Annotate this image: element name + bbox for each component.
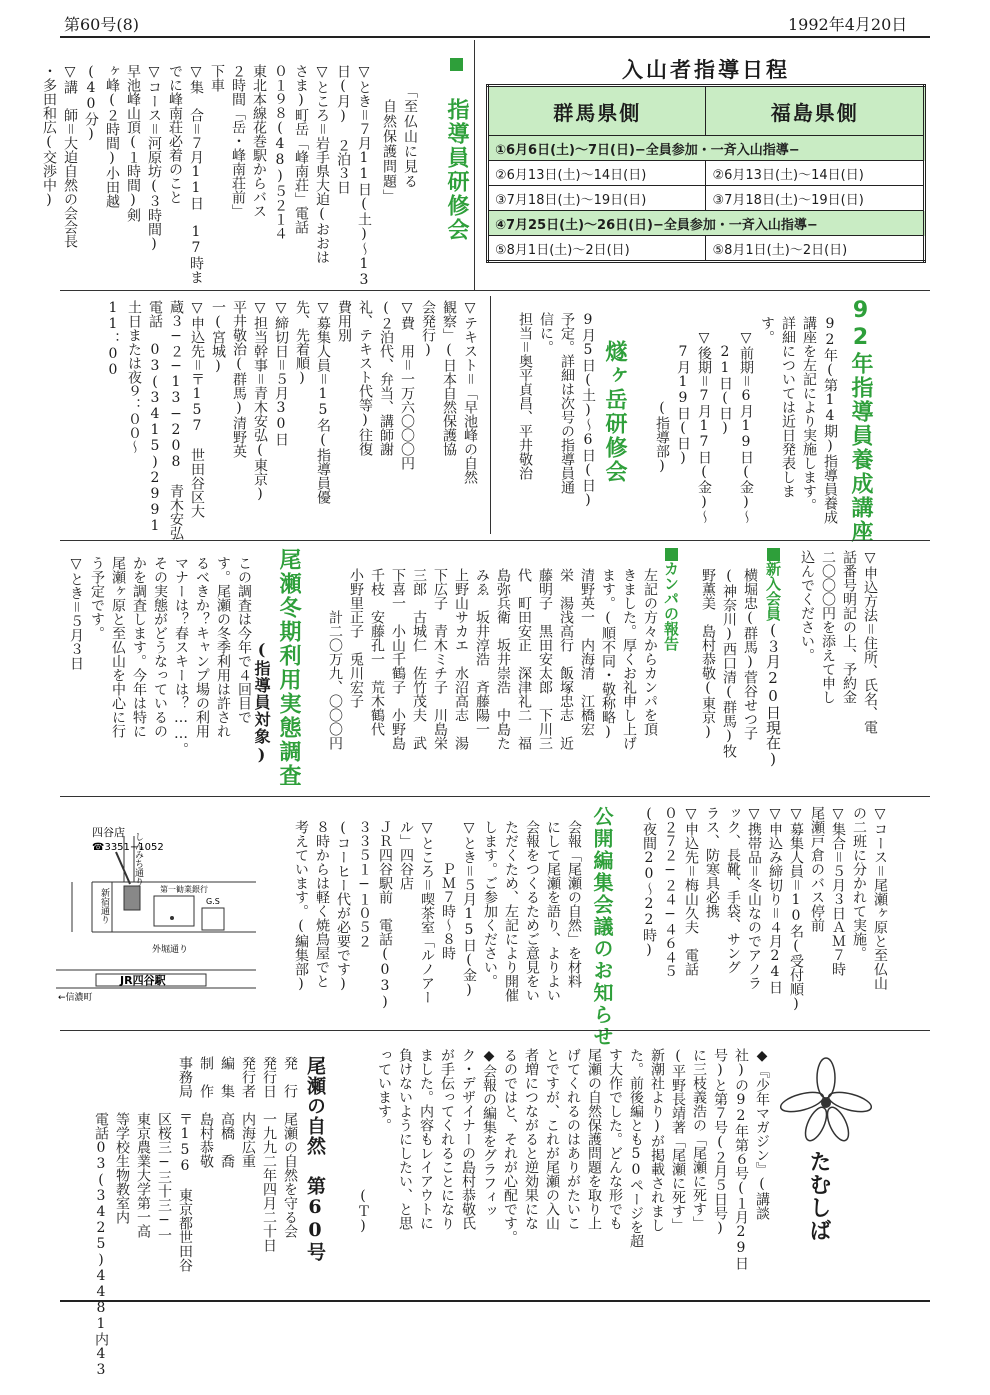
bottom-rule bbox=[60, 1300, 930, 1302]
green-square-icon bbox=[665, 548, 678, 561]
schedule-row-2-left: ②6月13日(土)〜14日(日) bbox=[488, 161, 706, 186]
map-left: ←信濃町 bbox=[58, 993, 93, 1003]
schedule-row-1: ①6月6日(土)〜7日(日)−全員参加・一斉入山指導− bbox=[488, 136, 925, 161]
schedule-row-5-right: ⑤8月1日(土)〜2日(日) bbox=[706, 236, 925, 262]
gunma-header: 群馬県側 bbox=[488, 86, 706, 136]
schedule-row-5-left: ⑤8月1日(土)〜2日(日) bbox=[488, 236, 706, 262]
hiuchi-body: 9月5日(土)〜6日(日) 予定。詳細は次号の指導員通 信に。 担当＝奥平貞昌、平井敬治 bbox=[517, 312, 596, 508]
arrow-icon bbox=[116, 852, 130, 884]
survey-body: この調査は今年で４回目で す。尾瀬の冬季利用は許され るべきか？キャンプ場の利用 マナーは？春スキーは？……。 その実態がどうなっているの かを調査します。今年は特に 尾瀬ヶ原と至仏山を中心に行 う予定です。 ▽とき＝５月３日 bbox=[68, 556, 252, 756]
leader-training-title: 指導員研修会 bbox=[442, 58, 470, 258]
tamushiba-flower-icon bbox=[776, 1058, 876, 1148]
leader-training-body: ▽とき＝７月11日(土)〜13 日(月) ２泊３日 ▽ところ＝岩手県大迫(おおは さま)町岳「峰南荘」電話 ０１９８(48)５２１４ 東北本線花巻駅からバス ２時間「岳・峰南荘前」 下車 ▽集 合＝７月11日 17時ま でに峰南荘必着のこと ▽コース＝河原坊(３時間) 早池峰山頂(１時間)剣 ヶ峰(２時間)小田越 (40分) ▽講 師＝大迫自然の会会長 ・多田和広(交渉中) bbox=[41, 64, 372, 288]
map-street1: しんみち通り bbox=[133, 832, 143, 886]
schedule-row-4: ④7月25日(土)〜26日(日)−全員参加・一斉入山指導− bbox=[488, 211, 925, 236]
colophon-body: 発 行 尾瀬の自然を守る会 発行日 一九九二年四月二十日 発行者 内海広重 編 集 高橋 喬 制 作 島村恭敬 事務局 〒156 東京都世田谷 区桜三−三十三−一 東京農業大学第一高 等学校生物教室内 電話03(3425)4481内43 bbox=[93, 1056, 298, 1378]
new-members-title: 新入会員(３月20日現在) bbox=[762, 548, 783, 748]
map-store: 四谷店 bbox=[92, 826, 125, 839]
schedule-title: 入山者指導日程 bbox=[622, 57, 790, 82]
green-square-icon bbox=[450, 58, 463, 71]
survey-sub: (指導員対象) bbox=[252, 640, 271, 765]
row2-rule bbox=[60, 540, 930, 541]
bank-block bbox=[154, 896, 194, 926]
schedule-row-2-right: ②6月13日(土)〜14日(日) bbox=[706, 161, 925, 186]
tamushiba-body: ◆『少年マガジン』(講談 社)の92年第６号(１月29日 号)と第７号(２月５日号) に三枝義浩の「尾瀬に死す」 (平野長靖著「尾瀬に死す」 新潮社より)が掲載されまし た。前後編とも50ページを超 す大作でした。どんな形でも 尾瀬の自然保護問題を取り上 げてくれるのはありがたいこ とですが、これが尾瀬の入山 者増につながると逆効果にな るのではと、それが心配です。 ◆会報の編集をグラフィッ ク・デザイナーの島村恭敬氏 が手伝ってくれることになり ました。内容もレイアウトに 負けないようにしたい、と思 っています。 (Ｔ) bbox=[355, 1048, 770, 1270]
bank-dot bbox=[170, 916, 174, 920]
row1-divider bbox=[474, 40, 475, 290]
gs-block bbox=[202, 908, 224, 930]
editing-meeting-title: 公開編集会議のお知らせ bbox=[590, 806, 614, 1048]
map-street3: 外堀通り bbox=[152, 945, 189, 955]
course-info-body: ▽コース＝尾瀬ヶ原と至仏山 の二班に分かれて実施。 ▽集合＝５月３日ＡＭ７時 尾瀬戸倉のバス停前 ▽募集人員＝10名(受付順) ▽申込み締切り＝４月24日 ▽携帯品＝冬山なのでアノラ ック、長靴、手袋、サング ラス、防寒具必携 ▽申込先＝梅山久夫 電話 ０２７２−２４−４６４５ (夜間20〜22時) bbox=[641, 806, 888, 1012]
new-members-body: 横堀忠(群馬)菅谷せつ子 (神奈川)西口清(群馬)牧 野薫美 島村恭敬(東京) bbox=[700, 568, 758, 758]
leader-training-theme: 「至仏山に見る 自然保護問題」 bbox=[381, 84, 418, 204]
issue-number: 第60号(8) bbox=[64, 15, 140, 34]
course-details-body: ▽テキスト＝「早池峰の自然 観察」(日本自然保護協 会発行) ▽費 用＝一万六〇〇〇円 (２泊代、弁当、講師謝 礼、テキスト代等)往復 費用別 ▽募集人員＝15名(指導員優 先、先着順) ▽締切日＝５月30日 ▽担当幹事＝青木安弘(東京) 平井敬治(群馬)清野英 一(宮城) ▽申込先＝〒157 世田谷区大 蔵３−２−13−208 青木安弘 電話 03(3415)2991 土日または夜９：００〜 11：00 bbox=[105, 300, 478, 540]
colophon-title: 尾瀬の自然 第60号 bbox=[304, 1056, 326, 1262]
kanpa-title: カンパの報告 bbox=[660, 548, 681, 748]
map-tel: ☎3351−1052 bbox=[92, 842, 164, 853]
editing-meeting-body: 会報「尾瀬の自然」を材料 にして尾瀬を語り、よりよい 会報をつくるためご意見をい ただくため、左記により開催 します。ご参加ください。 ▽とき＝５月15日(金) ＰＭ７時〜８時 ▽ところ＝喫茶室「ルノアー ル」四谷店 ＪＲ四谷駅前 電話(03) ３３５１−１０５２ (コーヒー代が必要です) ８時からは軽く焼鳥屋でと 考えています。(編集部) bbox=[293, 820, 582, 1010]
map-gs: G.S bbox=[206, 897, 220, 906]
schedule-row-3-right: ③7月18日(土)〜19日(日) bbox=[706, 186, 925, 211]
map-bank: 第一勧業銀行 bbox=[160, 885, 208, 894]
store-marker bbox=[124, 886, 140, 910]
top-rule bbox=[60, 36, 930, 38]
kanpa-body: 左記の方々からカンパを頂 きました。厚くお礼申し上げ ます。(順不同・敬称略) 清野英一 内海清 江橋宏 栄 湯浅高行 飯塚忠志 近 藤明子 黒田安太郎 下川三 代 町田安正 深津礼二 福 島弥兵衛 坂井崇浩 中島た みゑ 坂井淳浩 斉藤陽一 上野山サカエ 水沼高志 湯 下広子 青木ミチ子 川島栄 三郎 古城仁 佐竹茂夫 武 下喜一 小山千鶴子 小野島 千枝 安藤孔一 荒木鶴代 小野里正子 兎川宏子 計二〇万九、〇〇〇円 bbox=[327, 568, 658, 750]
map-street2: 新宿通り bbox=[99, 888, 109, 924]
green-square-icon bbox=[767, 548, 780, 561]
apply-body: ▽申込方法＝住所、氏名、電 話番号明記の上、予約金 二〇〇〇円を添えて申し 込んでください。 bbox=[799, 550, 878, 734]
row1-rule bbox=[60, 290, 930, 291]
row2-divider bbox=[490, 296, 491, 534]
tamushiba-title: たむしば bbox=[806, 1150, 832, 1242]
location-map bbox=[56, 812, 256, 1008]
fukushima-header: 福島県側 bbox=[706, 86, 925, 136]
row4-rule bbox=[60, 1030, 930, 1031]
leader-course-body: 92年(第14期)指導員養成 講座を左記により実施します。 詳細については近日発表しま す。 ▽前期＝6月19日(金)〜 21日(日) ▽後期＝7月17日(金)〜 7月19日(日) (指導部) bbox=[654, 316, 838, 524]
map-station: JR四谷駅 bbox=[120, 974, 166, 987]
schedule-row-3-left: ③7月18日(土)〜19日(日) bbox=[488, 186, 706, 211]
schedule-table bbox=[486, 84, 926, 263]
hiuchi-title: 燧ヶ岳研修会 bbox=[602, 340, 627, 484]
leader-course-title: 92年指導員養成講座 bbox=[848, 298, 873, 544]
issue-date: 1992年4月20日 bbox=[788, 15, 908, 34]
row3-rule bbox=[60, 796, 930, 797]
survey-title: 尾瀬冬期利用実態調査 bbox=[276, 548, 301, 788]
